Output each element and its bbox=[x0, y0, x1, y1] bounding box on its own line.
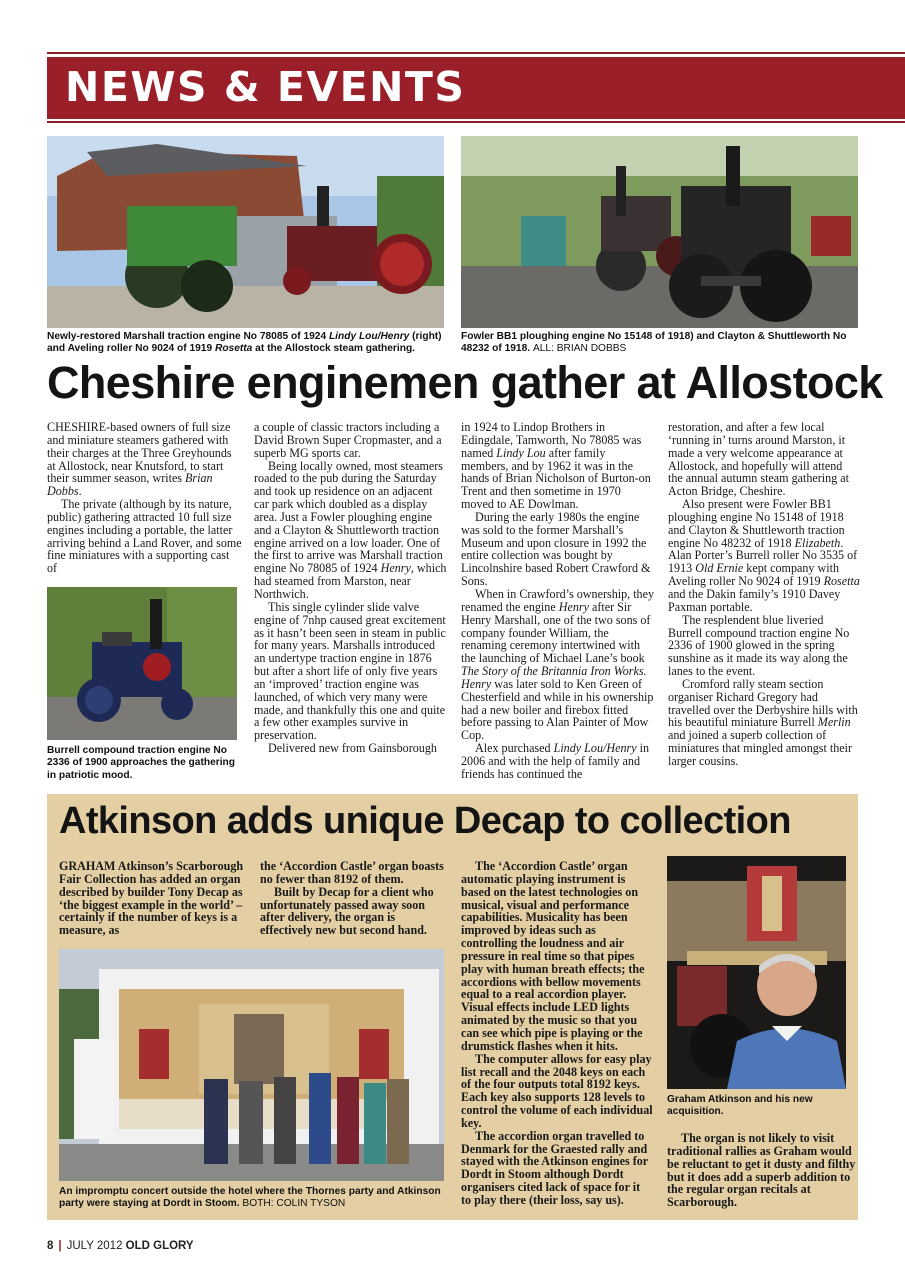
article1-para: The private (although by its nature, public) gathering attracted 10 full size engines including a portable, the latter arriving behind a Land Rover, and some fine miniatures with a supporting cast of bbox=[47, 497, 242, 576]
caption-photo-4: An impromptu concert outside the hotel where the Thornes party and Atkinson party were staying at Dordt in Stoom. BOTH: COLIN TYSON bbox=[59, 1186, 441, 1210]
footer-separator: | bbox=[58, 1240, 62, 1252]
article2-para: The accordion organ travelled to Denmark for the Graested rally and stayed with the Atkinson engines for Dordt in Stoom although Dordt organisers cited lack of space for it to play there (their loss, say us). bbox=[461, 1128, 648, 1207]
footer-issue: JULY 2012 bbox=[66, 1240, 123, 1252]
article1-para: The resplendent blue liveried Burrell compound traction engine No 2336 of 1900 glowed in the spring sunshine as it made its way along the lanes to the event. bbox=[668, 612, 850, 679]
article2-para: the ‘Accordion Castle’ organ boasts no fewer than 8192 of them. bbox=[260, 859, 444, 886]
section-title: NEWS & EVENTS bbox=[65, 63, 466, 111]
article1-para: CHESHIRE-based owners of full size and miniature steamers gathered with their charges at the Three Greyhounds at Allostock, near Knutsford, to start their summer season, writes Brian Dobbs. bbox=[47, 420, 232, 499]
photo-graham-atkinson bbox=[667, 856, 846, 1089]
article1-para: restoration, and after a few local ‘running in’ turns around Marston, it made a very welcome appearance at Allostock, and hopefully will attend the annual autumn steam gathering at Acton Bridge, Cheshire. bbox=[668, 420, 850, 499]
top-rule bbox=[47, 52, 905, 54]
article1-para: This single cylinder slide valve engine of 7nhp caused great excitement as it hasn’t been seen in steam in public for many years. Marshalls introduced an undertype traction engine in 1876 but after a short life of only five years an ‘improved’ traction engine was launched, of which very many were made, and thankfully this one and quite a few other examples survive in preservation. bbox=[254, 599, 446, 743]
article1-column-4 bbox=[668, 421, 860, 768]
article1-para: a couple of classic tractors including a David Brown Super Cropmaster, and a superb MG sports car. bbox=[254, 420, 442, 460]
article2-para: The ‘Accordion Castle’ organ automatic playing instrument is based on the latest technologies on musical, visual and performance capabilities. Musicality has been improved by ideas such as controlling the loudness and air pressure in real time so that pipes play with human breath effects; the accordions with bellow movements equal to a real accordion player. Visual effects include LED lights animated by the music so that you can see which pipe is playing or the drumstick flashes when it hits. bbox=[461, 859, 645, 1053]
article1-para: During the early 1980s the engine was sold to the former Marshall’s Museum and upon closure in 1992 the entire collection was bought by Lincolnshire based Robert Crawford & Sons. bbox=[461, 509, 651, 589]
article2-para: Built by Decap for a client who unfortunately passed away soon after delivery, the organ is effectively new but second hand. bbox=[260, 884, 434, 938]
article2-column-3 bbox=[461, 860, 653, 1207]
article1-para: Alex purchased Lindy Lou/Henry in 2006 and with the help of family and friends has continued the bbox=[461, 741, 650, 781]
article1-column-3 bbox=[461, 421, 655, 781]
article1-para: Also present were Fowler BB1 ploughing engine No 15148 of 1918 and Clayton & Shuttleworth traction engine No 48232 of 1918 Elizabeth. Alan Porter’s Burrell roller No 3535 of 1913 Old Ernie kept company with Aveling roller No 9024 of 1919 Rosetta and the Dakin family’s 1910 Davey Paxman portable. bbox=[668, 497, 860, 614]
photo-burrell-engine bbox=[47, 587, 237, 740]
article2-column-2 bbox=[260, 860, 450, 937]
article1-para: Cromford rally steam section organiser Richard Gregory had travelled over the Derbyshire hills with his beautiful miniature Burrell Merlin and joined a superb collection of miniatures that mingled amongst their larger cousins. bbox=[668, 676, 858, 768]
article2-column-4 bbox=[667, 1132, 857, 1209]
headline-atkinson: Atkinson adds unique Decap to collection bbox=[59, 800, 791, 842]
article2-para: GRAHAM Atkinson’s Scarborough Fair Collection has added an organ described by builder Tony Decap as ‘the biggest example in the world’ – certainly if the number of keys is a measure, as bbox=[59, 859, 244, 938]
photo-marshall-engine bbox=[47, 136, 444, 328]
caption-photo-3: Burrell compound traction engine No 2336 of 1900 approaches the gathering in patriotic mood. bbox=[47, 745, 235, 781]
headline-cheshire: Cheshire enginemen gather at Allostock bbox=[47, 357, 883, 408]
page-number: 8 bbox=[47, 1240, 54, 1252]
article2-para: The computer allows for easy play list recall and the 2048 keys on each of the four outputs total 8192 keys. Each key also supports 128 levels to control the volume of each individual key. bbox=[461, 1051, 653, 1130]
photo-fowler-engines bbox=[461, 136, 858, 328]
article2-para: The organ is not likely to visit traditional rallies as Graham would be reluctant to get it dusty and filthy but it does add a superb addition to the regular organ recitals at Scarborough. bbox=[667, 1131, 856, 1210]
article2-column-1 bbox=[59, 860, 249, 937]
article1-para: Being locally owned, most steamers roaded to the pub during the Saturday and took up residence on an adjacent car park which doubled as a display area. Just a Fowler ploughing engine and a Clayton & Shuttleworth traction engine arrived on a low loader. One of the first to arrive was Marshall traction engine No 78085 of 1924 Henry, which had steamed from Marston, near Northwich. bbox=[254, 458, 447, 601]
footer-brand: OLD GLORY bbox=[125, 1240, 194, 1252]
section-banner bbox=[47, 57, 905, 119]
article1-column-2 bbox=[254, 421, 448, 755]
article1-para: in 1924 to Lindop Brothers in Edingdale, Tamworth, No 78085 was named Lindy Lou after family members, and by 1962 it was in the hands of Brian Nicholson of Burton-on Trent and then sometime in 1970 moved to AE Dowlman. bbox=[461, 420, 651, 512]
article1-para: Delivered new from Gainsborough bbox=[268, 741, 437, 756]
photo-decap-concert bbox=[59, 949, 444, 1181]
caption-photo-5: Graham Atkinson and his new acquisition. bbox=[667, 1094, 813, 1118]
article1-para: When in Crawford’s ownership, they renamed the engine Henry after Sir Henry Marshall, one of the two sons of company founder William, the renaming ceremony intertwined with the launching of Michael Lane’s book The Story of the Britannia Iron Works. Henry was later sold to Ken Green of Chesterfield and while in his ownership had a new boiler and firebox fitted before passing to Alan Painter of Mow Cop. bbox=[461, 586, 655, 743]
caption-photo-1: Newly-restored Marshall traction engine No 78085 of 1924 Lindy Lou/Henry (right) and Aveling roller No 9024 of 1919 Rosetta at the Allostock steam gathering. bbox=[47, 331, 442, 355]
page-footer bbox=[47, 1240, 194, 1252]
article1-column-1 bbox=[47, 421, 242, 575]
caption-photo-2: Fowler BB1 ploughing engine No 15148 of 1918) and Clayton & Shuttleworth No 48232 of 1918. ALL: BRIAN DOBBS bbox=[461, 331, 847, 355]
banner-under-rule bbox=[47, 121, 905, 123]
